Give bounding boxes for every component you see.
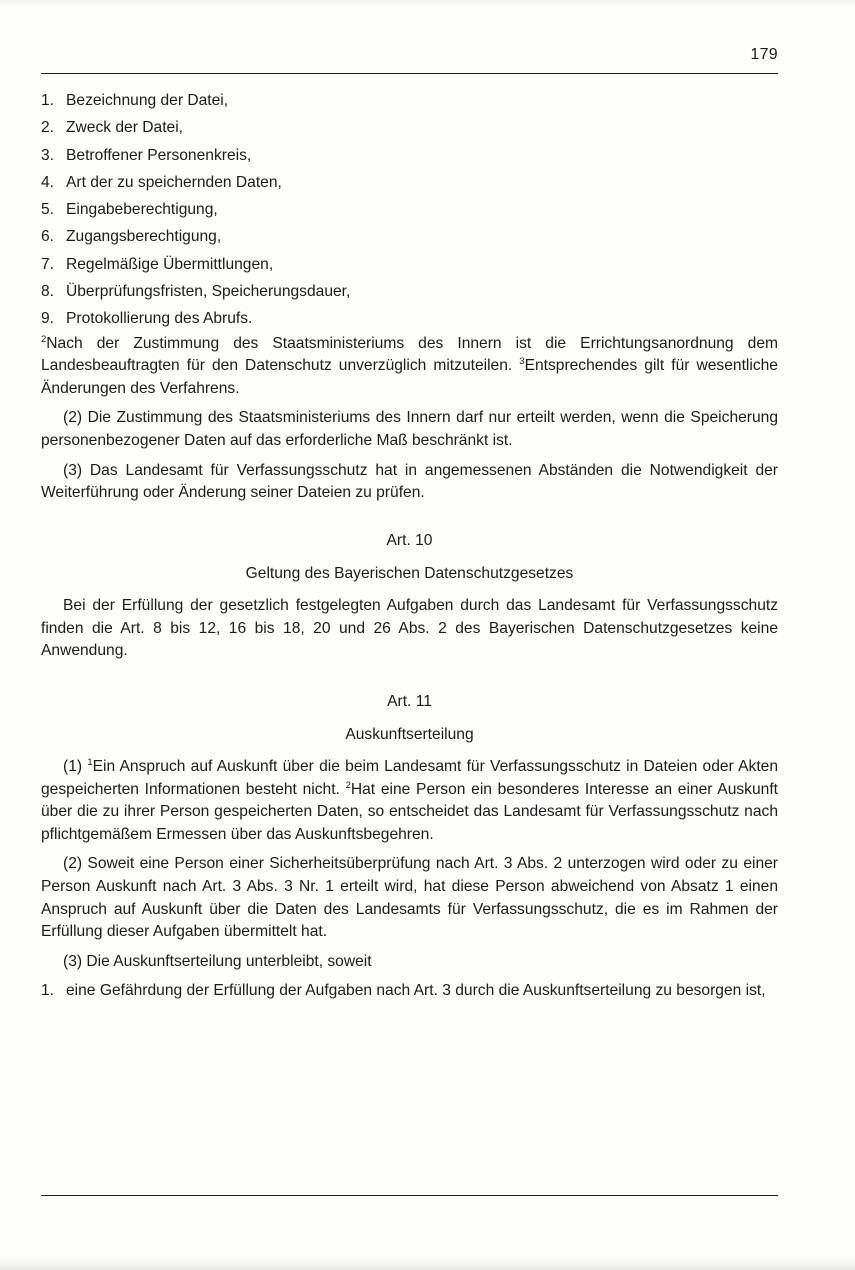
list-item	[41, 196, 778, 223]
page-number: 179	[750, 46, 778, 63]
list-item-text: eine Gefährdung der Erfüllung der Aufgaben nach Art. 3 durch die Auskunftserteilung zu besorgen ist,	[66, 982, 766, 1000]
list-item-text: Eingabeberechtigung,	[66, 201, 218, 219]
sentence-number: 3	[519, 356, 525, 368]
list-item-number: 2.	[41, 119, 55, 137]
list-item	[41, 251, 778, 278]
list-item-text: Protokollierung des Abrufs.	[66, 310, 253, 328]
article-number: Art. 11	[387, 692, 432, 710]
requirements-list	[41, 87, 778, 333]
paragraph-3: (3) Das Landesamt für Verfassungsschutz hat in angemessenen Abständen die Notwendigkeit der Weiterführung oder Änderung seiner Dateien zu prüfen.	[41, 461, 778, 502]
list-item-text: Regelmäßige Übermittlungen,	[66, 255, 274, 273]
list-item-number: 3.	[41, 146, 55, 164]
article-number: Art. 10	[386, 531, 433, 549]
sentence-number: 1	[87, 756, 93, 768]
paragraph-2: (2) Die Zustimmung des Staatsministeriums des Innern darf nur erteilt werden, wenn die Speicherung personenbezogener Daten auf das erforderliche Maß beschränkt ist.	[41, 409, 778, 450]
scan-edge-bottom	[0, 1258, 855, 1270]
list-item-text: Art der zu speichernden Daten,	[66, 173, 282, 191]
list-item-number: 5.	[41, 201, 55, 219]
page-content	[41, 87, 778, 1003]
list-item-number: 8.	[41, 283, 55, 301]
list-item-text: Überprüfungsfristen, Speicherungsdauer,	[66, 283, 351, 301]
article-11-paragraph-3: (3) Die Auskunftserteilung unterbleibt, soweit	[63, 952, 372, 970]
list-item-text: Bezeichnung der Datei,	[66, 92, 229, 109]
list-item-text: Zugangsberechtigung,	[66, 228, 222, 246]
paragraph-text: Hat eine Person ein besonderes Interesse an einer Auskunft über die zu ihrer Person gespeicherten Daten, so entscheidet das Landesamt für Verfassungsschutz nach pflichtgemäßem Ermessen über das Auskunftsbegehren.	[41, 780, 778, 843]
list-item	[41, 278, 778, 305]
list-item	[41, 169, 778, 196]
footer-rule	[41, 1195, 778, 1196]
list-item-number: 1.	[41, 92, 55, 109]
list-item	[41, 223, 778, 250]
paragraph-text: Entsprechendes gilt für wesentliche Änderungen des Verfahrens.	[41, 357, 778, 397]
list-item	[41, 114, 778, 141]
paragraph-text: Ein Anspruch auf Auskunft über die beim Landesamt für Verfassungsschutz in Dateien oder Akten gespeicherten Informationen besteht nicht.	[41, 757, 779, 798]
list-item	[41, 142, 778, 169]
list-item-text: Zweck der Datei,	[66, 119, 183, 137]
header-rule	[41, 73, 778, 74]
paragraph-approval-notice	[41, 333, 778, 401]
exception-list	[41, 980, 778, 1003]
paragraph-text: Nach der Zustimmung des Staatsministeriums des Innern ist die Errichtungsanordnung dem Landesbeauftragten für den Datenschutz unverzüglich mitzuteilen.	[41, 334, 778, 375]
list-item	[41, 305, 778, 332]
article-title: Auskunftserteilung	[345, 726, 474, 744]
scan-edge-top	[0, 0, 855, 5]
list-item-number: 6.	[41, 228, 55, 246]
list-item-number: 9.	[41, 310, 55, 328]
sentence-number: 2	[41, 333, 47, 345]
list-item	[41, 980, 778, 1003]
list-item-number: 1.	[41, 982, 55, 1000]
list-item	[41, 87, 778, 114]
list-item-number: 7.	[41, 255, 55, 273]
article-11-paragraph-2: (2) Soweit eine Person einer Sicherheitsüberprüfung nach Art. 3 Abs. 2 unterzogen wird oder zu einer Person Auskunft nach Art. 3 Abs. 3 Nr. 1 erteilt wird, hat diese Person abweichend von Absatz 1 einen Anspruch auf Auskunft über die Daten des Landesamts für Verfassungsschutz, die es im Rahmen der Erfüllung dieser Aufgaben übermittelt hat.	[41, 855, 778, 941]
article-body: Bei der Erfüllung der gesetzlich festgelegten Aufgaben durch das Landesamt für Verfassungsschutz finden die Art. 8 bis 12, 16 bis 18, 20 und 26 Abs. 2 des Bayerischen Datenschutzgesetzes keine Anwendung.	[41, 597, 778, 660]
paragraph-prefix: (1)	[63, 757, 88, 775]
list-item-text: Betroffener Personenkreis,	[66, 146, 252, 164]
list-item-number: 4.	[41, 173, 55, 191]
sentence-number: 2	[345, 779, 351, 791]
article-11-paragraph-1	[41, 756, 778, 846]
article-title: Geltung des Bayerischen Datenschutzgesetzes	[245, 565, 574, 583]
